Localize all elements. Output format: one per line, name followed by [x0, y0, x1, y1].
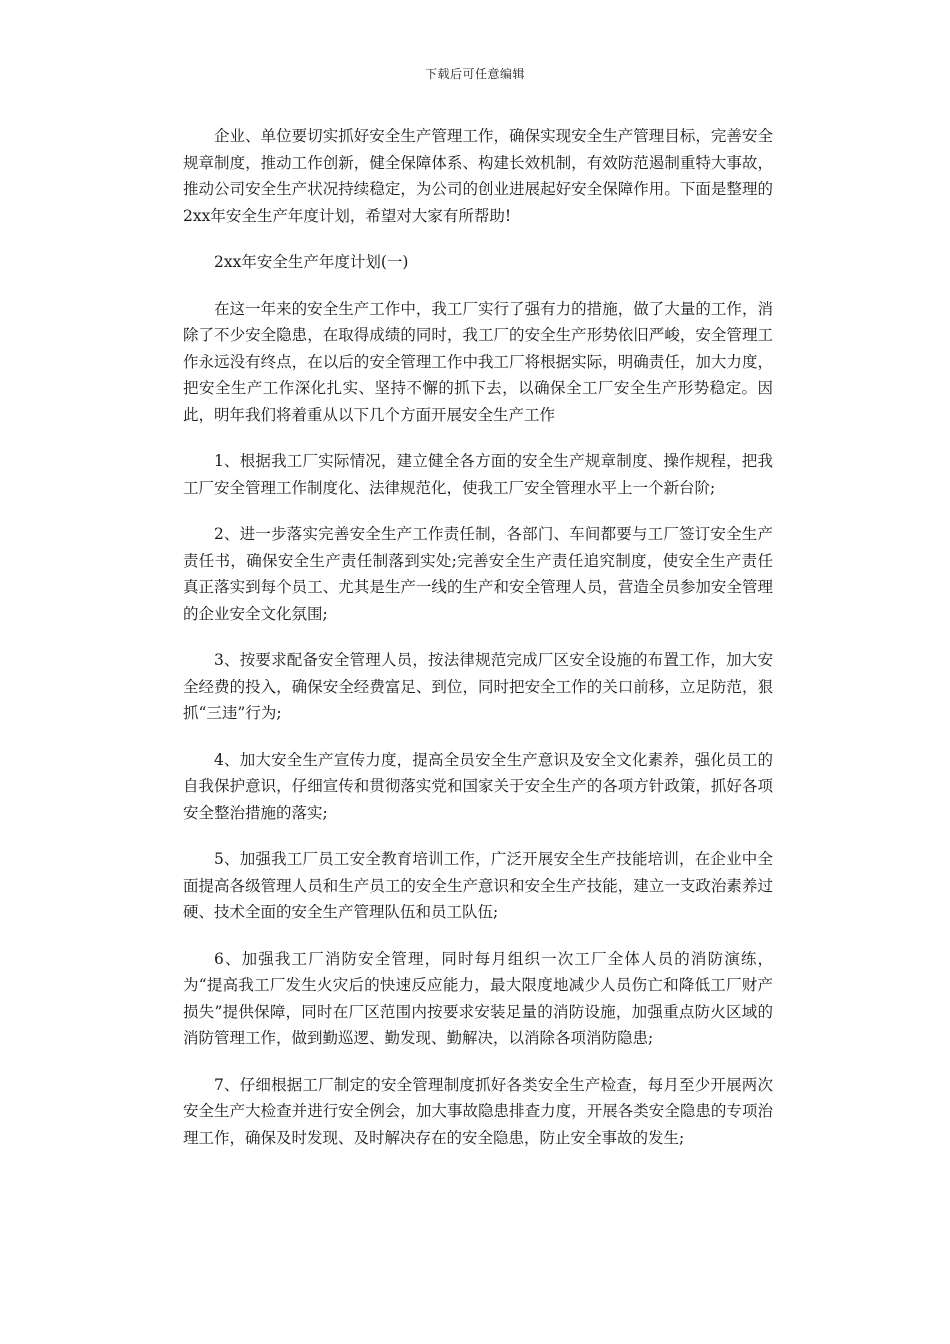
paragraph-overview: 在这一年来的安全生产工作中，我工厂实行了强有力的措施，做了大量的工作，消除了不少安全隐患，在取得成绩的同时，我工厂的安全生产形势依旧严峻，安全管理工作永远没有终点，在以后的安全管理工作中我工厂将根据实际，明确责任，加大力度，把安全生产工作深化扎实、坚持不懈的抓下去，以确保全工厂安全生产形势稳定。因此，明年我们将着重从以下几个方面开展安全生产工作	[183, 299, 773, 424]
paragraph-item-3: 3、按要求配备安全管理人员，按法律规范完成厂区安全设施的布置工作，加大安全经费的投入，确保安全经费富足、到位，同时把安全工作的关口前移，立足防范，狠抓“三违”行为;	[183, 651, 773, 722]
paragraph-item-4: 4、加大安全生产宣传力度，提高全员安全生产意识及安全文化素养，强化员工的自我保护意识，仔细宣传和贯彻落实党和国家关于安全生产的各项方针政策，抓好各项安全整治措施的落实;	[183, 750, 773, 822]
document-body	[183, 123, 773, 1171]
page-header: 下载后可任意编辑	[424, 67, 525, 81]
section-title: 2xx年安全生产年度计划(一)	[214, 253, 409, 271]
paragraph-item-5: 5、加强我工厂员工安全教育培训工作，广泛开展安全生产技能培训，在企业中全面提高各级管理人员和生产员工的安全生产意识和安全生产技能，建立一支政治素养过硬、技术全面的安全生产管理队伍和员工队伍;	[183, 850, 773, 921]
paragraph-item-2: 2、进一步落实完善安全生产工作责任制，各部门、车间都要与工厂签订安全生产责任书，确保安全生产责任制落到实处;完善安全生产责任追究制度，使安全生产责任真正落实到每个员工、尤其是生产一线的生产和安全管理人员，营造全员参加安全管理的企业安全文化氛围;	[183, 525, 773, 623]
intro-paragraph: 企业、单位要切实抓好安全生产管理工作，确保实现安全生产管理目标，完善安全规章制度，推动工作创新，健全保障体系、构建长效机制，有效防范遏制重特大事故，推动公司安全生产状况持续稳定，为公司的创业进展起好安全保障作用。下面是整理的2xx年安全生产年度计划，希望对大家有所帮助!	[183, 127, 773, 225]
paragraph-item-1: 1、根据我工厂实际情况，建立健全各方面的安全生产规章制度、操作规程，把我工厂安全管理工作制度化、法律规范化，使我工厂安全管理水平上一个新台阶;	[183, 452, 773, 497]
paragraph-item-6: 6、加强我工厂消防安全管理，同时每月组织一次工厂全体人员的消防演练，为“提高我工厂发生火灾后的快速反应能力，最大限度地减少人员伤亡和降低工厂财产损失”提供保障，同时在厂区范围内按要求安装足量的消防设施，加强重点防火区域的消防管理工作，做到勤巡逻、勤发现、勤解决，以消除各项消防隐患;	[183, 949, 773, 1047]
paragraph-item-7: 7、仔细根据工厂制定的安全管理制度抓好各类安全生产检查，每月至少开展两次安全生产大检查并进行安全例会，加大事故隐患排查力度，开展各类安全隐患的专项治理工作，确保及时发现、及时解决存在的安全隐患，防止安全事故的发生;	[183, 1075, 773, 1147]
